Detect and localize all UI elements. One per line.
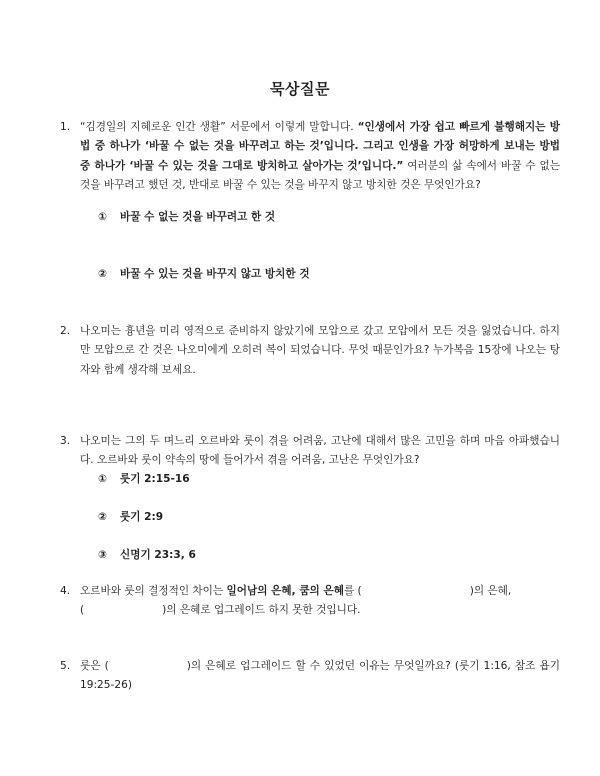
- question-3-ref-2: ② 룻기 2:9: [98, 511, 164, 523]
- question-number: 5.: [60, 660, 71, 672]
- question-3-ref-1: ① 룻기 2:15-16: [98, 473, 190, 485]
- circled-number: ②: [98, 268, 107, 280]
- circled-number: ①: [98, 473, 107, 485]
- question-1-option-1: ① 바꿀 수 없는 것을 바꾸려고 한 것: [98, 211, 276, 223]
- circled-number: ①: [98, 211, 107, 223]
- question-5: [60, 657, 560, 696]
- bold-phrase: 일어남의 은혜, 쿰의 은혜: [226, 585, 344, 597]
- question-text: 룻은 ( )의 은혜로 업그레이드 할 수 있었던 이유는 무엇일까요? (룻기 1:16, 참조 욥기 19:25-26): [80, 660, 561, 692]
- question-text: 나오미는 흉년을 미리 영적으로 준비하지 않았기에 모압으로 갔고 모압에서 모든 것을 잃었습니다. 하지만 모압으로 간 것은 나오미에게 오히려 복이 되었습니다. 무엇 때문인가요? 누가복음 15장에 나오는 탕자와 함께 생각해 보세요.: [80, 325, 560, 376]
- circled-number: ②: [98, 511, 107, 523]
- question-3: [60, 432, 560, 471]
- question-1-option-2: ② 바꿀 수 있는 것을 바꾸지 않고 방치한 것: [98, 268, 310, 280]
- question-text: “김경일의 지혜로운 인간 생활” 서문에서 이렇게 말합니다. “인생에서 가장 쉽고 빠르게 불행해지는 방법 중 하나가 ‘바꿀 수 없는 것을 바꾸려고 하는 것’입니다. 그리고 인생을 가장 허망하게 보내는 방법 중 하나가 ‘바꿀 수 있는 것을 그대로 방치하고 살아가는 것’입니다.” 여러분의 삶 속에서 바꿀 수 없는 것을 바꾸려고 했던 것, 반대로 바꿀 수 있는 것을 바꾸지 않고 방치한 것은 무엇인가요?: [80, 121, 560, 192]
- question-text: 나오미는 그의 두 며느리 오르바와 룻이 겪을 어려움, 고난에 대해서 많은 고민을 하며 마음 아파했습니다. 오르바와 룻이 약속의 땅에 들어가서 겪을 어려움, 고난은 무엇인가요?: [80, 435, 560, 467]
- question-1: [60, 118, 560, 196]
- circled-number: ③: [98, 549, 107, 561]
- bold-quote: “인생에서 가장 쉽고 빠르게 불행해지는 방법 중 하나가 ‘바꿀 수 없는 것을 바꾸려고 하는 것’입니다. 그리고 인생을 가장 허망하게 보내는 방법 중 하나가 ‘바꿀 수 있는 것을 그대로 방치하고 살아가는 것’입니다.”: [80, 121, 560, 172]
- question-number: 4.: [60, 585, 71, 597]
- question-number: 3.: [60, 435, 71, 447]
- question-4: [60, 582, 560, 621]
- question-2: [60, 322, 560, 380]
- question-text: 오르바와 룻의 결정적인 차이는 일어남의 은혜, 쿰의 은혜를 ( )의 은혜, ( )의 은혜로 업그레이드 하지 못한 것입니다.: [80, 585, 512, 617]
- question-number: 1.: [60, 121, 71, 133]
- question-number: 2.: [60, 325, 71, 337]
- question-3-ref-3: ③ 신명기 23:3, 6: [98, 549, 196, 561]
- page-title: 묵상질문: [270, 80, 330, 98]
